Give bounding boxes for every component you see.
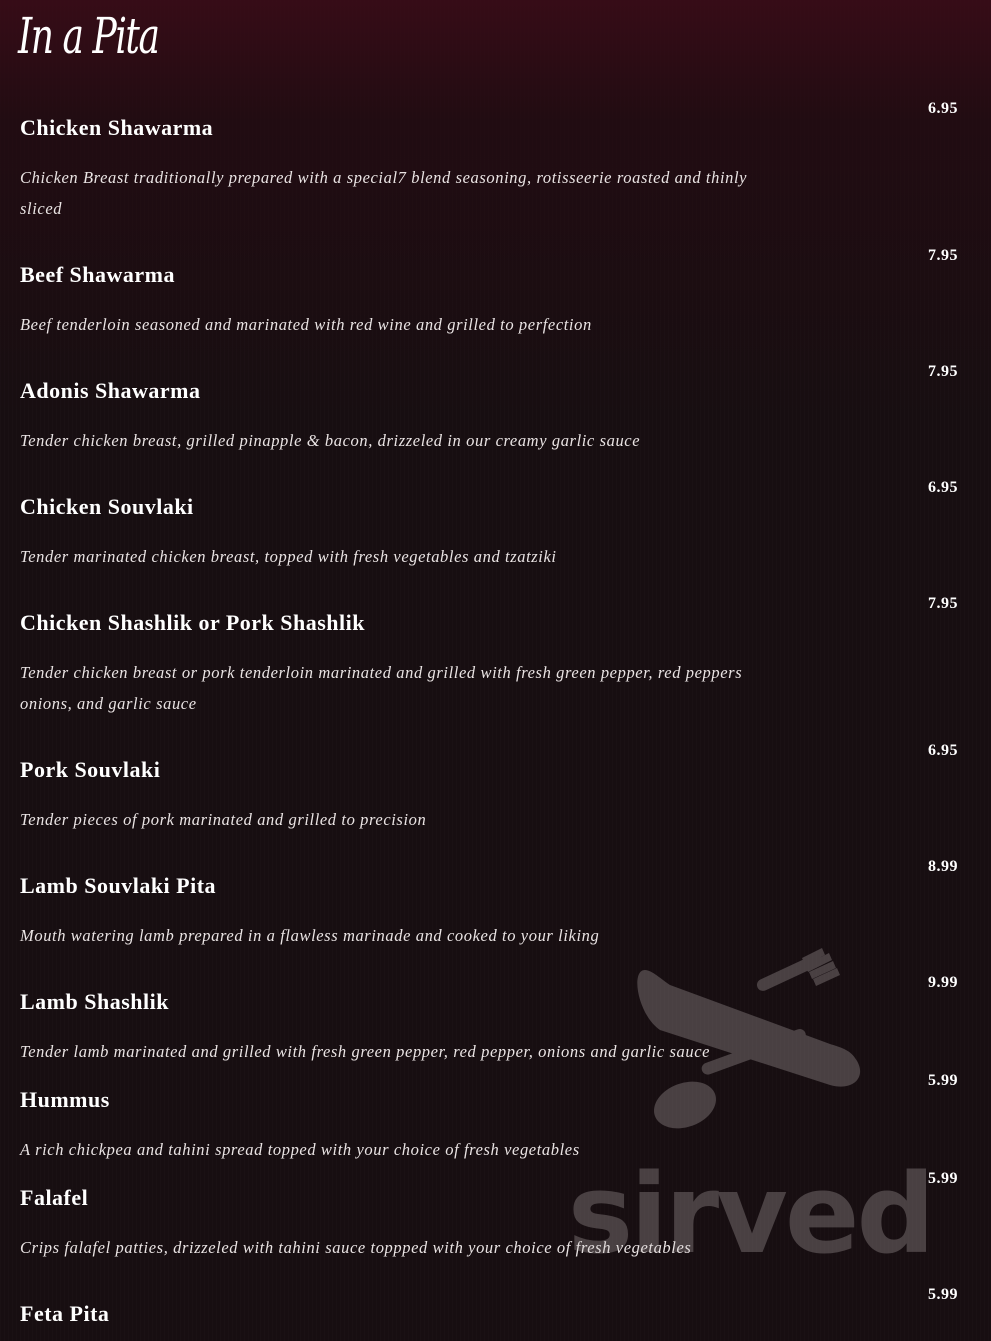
item-price: 6.95 [928,742,958,759]
item-name: Lamb Souvlaki Pita [20,873,217,898]
item-description: Tender marinated chicken breast, topped with fresh vegetables and tzatziki [20,547,557,566]
watermark-text: sirved [567,1150,933,1270]
item-price: 8.99 [928,858,958,875]
item-description: Mouth watering lamb prepared in a flawless marinade and cooked to your liking [20,926,600,945]
section-title: In a Pita [18,7,159,65]
item-name: Feta Pita [20,1301,110,1326]
item-name: Chicken Souvlaki [20,494,194,519]
item-price: 5.99 [928,1072,958,1089]
item-price: 7.95 [928,595,958,612]
item-name: Beef Shawarma [20,262,175,287]
item-price: 6.95 [928,479,958,496]
sirved-watermark [550,930,950,1270]
item-price: 9.99 [928,974,958,991]
item-name: Chicken Shashlik or Pork Shashlik [20,610,365,635]
item-description: Crips falafel patties, drizzeled with tahini sauce toppped with your choice of fresh vegetables [20,1238,692,1257]
item-name: Pork Souvlaki [20,757,161,782]
item-name: Adonis Shawarma [20,378,201,403]
item-name: Falafel [20,1185,89,1210]
item-name: Hummus [20,1087,110,1112]
item-description: Tender lamb marinated and grilled with fresh green pepper, red pepper, onions and garlic sauce [20,1042,711,1061]
item-price: 6.95 [928,100,958,117]
item-name: Chicken Shawarma [20,115,214,140]
item-price: 5.99 [928,1170,958,1187]
item-description: Chicken Breast traditionally prepared with a special7 blend seasoning, rotisseerie roasted and thinly sliced [20,168,748,218]
item-description: Tender pieces of pork marinated and grilled to precision [20,810,427,829]
item-price: 5.99 [928,1286,958,1303]
item-description: Beef tenderloin seasoned and marinated with red wine and grilled to perfection [20,315,592,334]
item-name: Lamb Shashlik [20,989,169,1014]
fork-spoon-knife-icon [637,948,860,1137]
item-description: Tender chicken breast, grilled pinapple & bacon, drizzeled in our creamy garlic sauce [20,431,641,450]
item-price: 7.95 [928,247,958,264]
item-description: A rich chickpea and tahini spread topped with your choice of fresh vegetables [20,1140,580,1159]
item-price: 7.95 [928,363,958,380]
item-description: Tender chicken breast or pork tenderloin marinated and grilled with fresh green pepper, red peppers onions, and garlic sauce [20,663,743,713]
